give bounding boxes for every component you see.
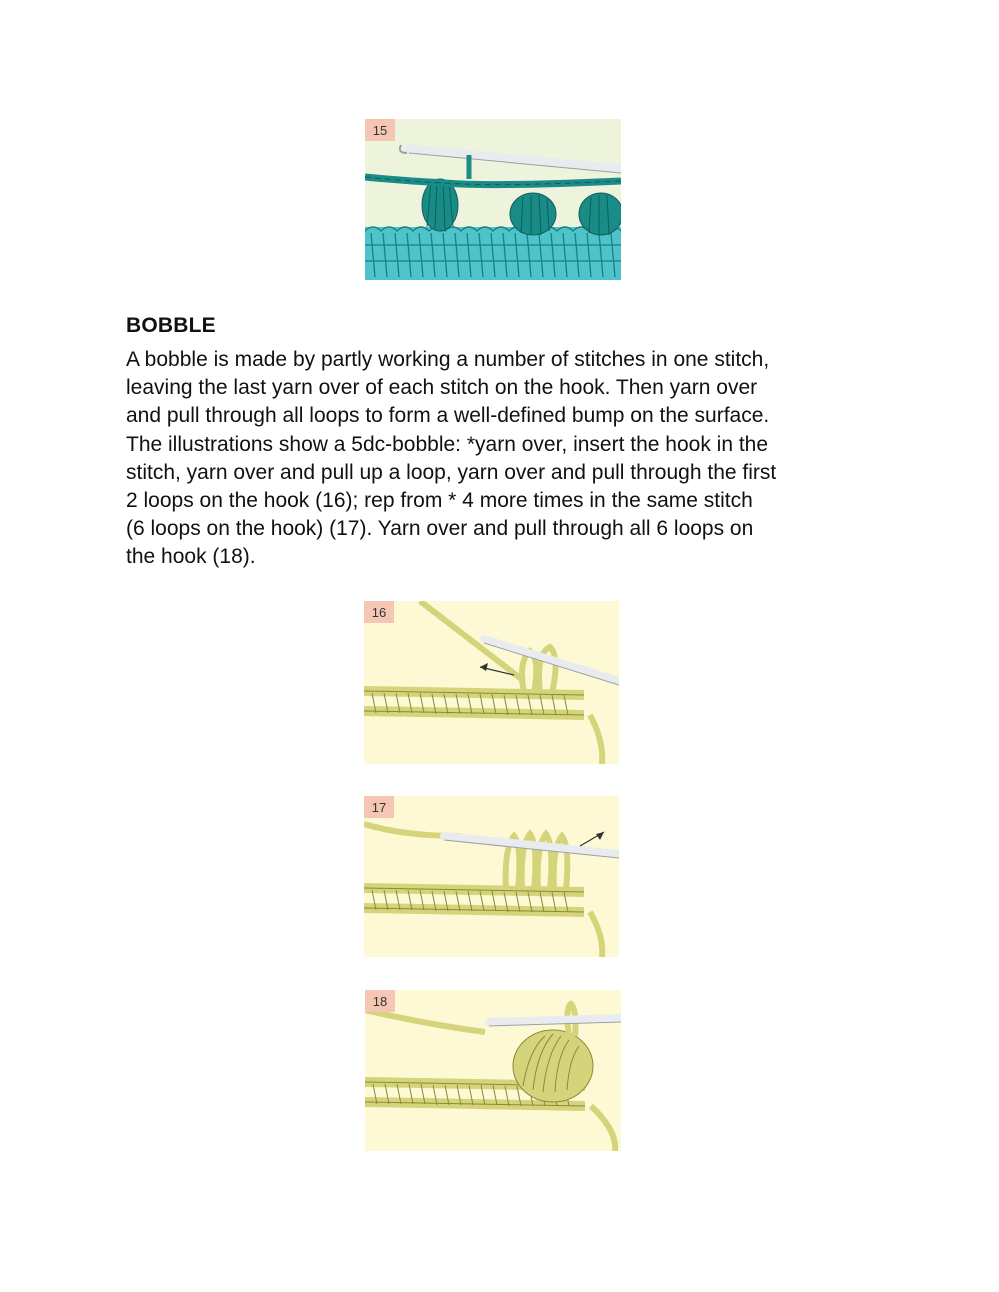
figure-number: 15 (372, 122, 388, 138)
text-line: and pull through all loops to form a well-defined bump on the surface. (126, 404, 770, 428)
figure-17-illustration (364, 796, 619, 957)
text-line: leaving the last yarn over of each stitch on the hook. Then yarn over (126, 376, 758, 400)
text-line: the hook (18). (126, 545, 256, 569)
figure-number: 18 (372, 993, 388, 1009)
text-line: 2 loops on the hook (16); rep from * 4 more times in the same stitch (126, 489, 753, 513)
figure-18-illustration (365, 990, 621, 1151)
text-line: The illustrations show a 5dc-bobble: *yarn over, insert the hook in the (126, 432, 769, 456)
text-line: A bobble is made by partly working a number of stitches in one stitch, (126, 348, 770, 371)
figure-15-illustration (365, 119, 621, 280)
text-line: (6 loops on the hook) (17). Yarn over and pull through all 6 loops on (126, 517, 754, 541)
figure-number: 17 (371, 799, 387, 815)
figure-16-illustration (364, 601, 619, 764)
section-heading: BOBBLE (126, 314, 216, 337)
section-text (126, 346, 886, 572)
figure-number: 16 (371, 604, 387, 620)
text-line: stitch, yarn over and pull up a loop, yarn over and pull through the first (126, 460, 777, 484)
